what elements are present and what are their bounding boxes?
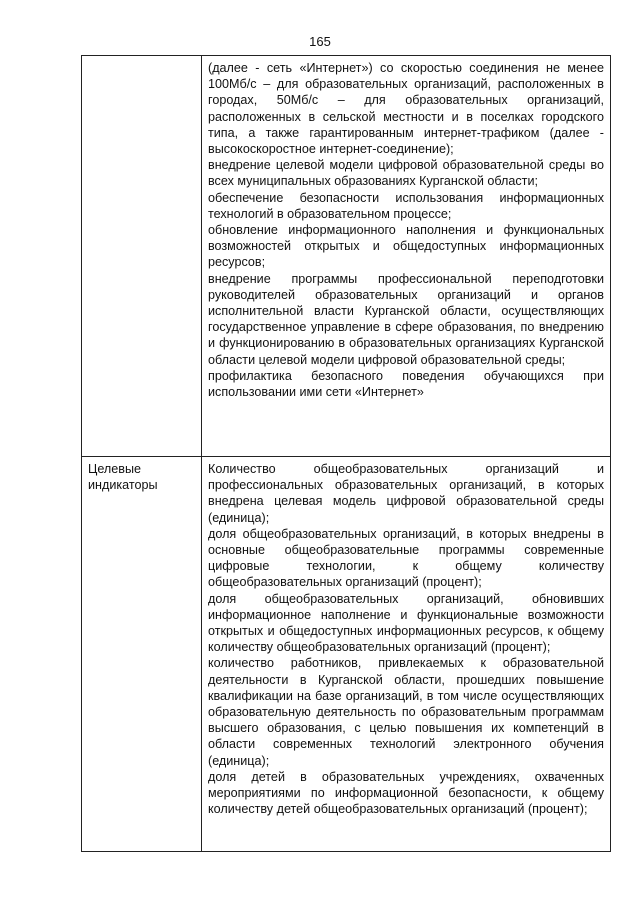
indicators-content-cell [202, 457, 611, 852]
task-item: внедрение программы профессиональной переподготовки руководителей образовательных организаций и органов исполнительной власти Курганской области, осуществляющих государственное управление в сфере образования, по внедрению и функционированию в образовательных организациях Курганской области целевой модели цифровой образовательной среды; [208, 271, 604, 367]
row-label-empty [82, 56, 202, 457]
table-row-target-indicators [82, 457, 611, 852]
row-label-target-indicators: Целевые индикаторы [82, 457, 202, 852]
task-item: (далее - сеть «Интернет») со скоростью соединения не менее 100Мб/с – для образовательных организаций, расположенных в городах, 50Мб/с – для образовательных организаций, расположенных в сельской местности и в поселках городского типа, а также гарантированным интернет-трафиком (далее - высокоскоростное интернет-соединение); [208, 61, 604, 157]
task-item: обеспечение безопасности использования информационных технологий в образовательном процессе; [208, 190, 604, 221]
indicator-item: количество работников, привлекаемых к образовательной деятельности в Курганской области, прошедших повышение квалификации на базе организаций, в том числе осуществляющих образовательную деятельность по образовательным программам высшего образования, с целью повышения их компетенций в области современных технологий электронного обучения (единица); [208, 656, 604, 768]
indicator-item: Количество общеобразовательных организаций и профессиональных образовательных организаций, в которых внедрена целевая модель цифровой образовательной среды (единица); [208, 462, 604, 525]
task-item: внедрение целевой модели цифровой образовательной среды во всех муниципальных образованиях Курганской области; [208, 158, 604, 189]
page-number: 165 [309, 34, 331, 49]
indicator-item: доля общеобразовательных организаций, в которых внедрены в основные общеобразовательные программы современные цифровые технологии, к общему количеству общеобразовательных организаций (процент); [208, 526, 604, 590]
task-item: обновление информационного наполнения и функциональных возможностей открытых и общедоступных информационных ресурсов; [208, 223, 604, 270]
program-passport-table [81, 55, 611, 852]
indicator-item: доля детей в образовательных учреждениях, охваченных мероприятиями по информационной безопасности, к общему количеству детей общеобразовательных организаций (процент); [208, 769, 604, 817]
tasks-content-cell [202, 56, 611, 457]
task-item: профилактика безопасного поведения обучающихся при использовании ими сети «Интернет» [208, 368, 604, 400]
indicator-item: доля общеобразовательных организаций, обновивших информационное наполнение и функциональные возможности открытых и общедоступных информационных ресурсов, к общему количеству общеобразовательных организаций (процент); [208, 591, 604, 655]
table-row-tasks [82, 56, 611, 457]
